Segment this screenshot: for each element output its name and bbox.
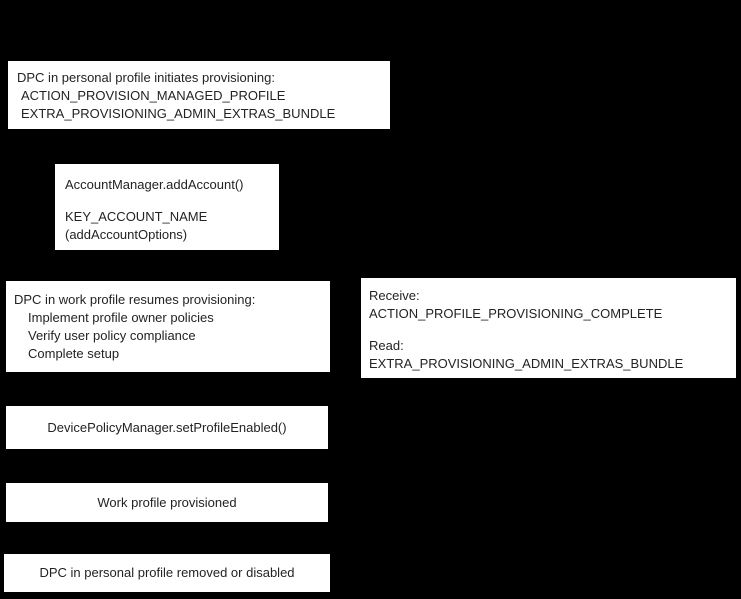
step-work-profile-provisioned	[6, 483, 328, 522]
substep-implement-profile-owner-policies: Implement profile owner policies	[28, 310, 214, 325]
step-title: DPC in personal profile initiates provisioning:	[17, 70, 275, 85]
constant-extra-provisioning-admin-extras-bundle: EXTRA_PROVISIONING_ADMIN_EXTRAS_BUNDLE	[21, 106, 336, 121]
step-title: DPC in work profile resumes provisioning:	[14, 292, 256, 307]
status-dpc-removed-or-disabled: DPC in personal profile removed or disabled	[39, 565, 295, 580]
label-receive: Receive:	[369, 288, 420, 303]
constant-action-profile-provisioning-complete: ACTION_PROFILE_PROVISIONING_COMPLETE	[369, 306, 663, 321]
constant-action-provision-managed-profile: ACTION_PROVISION_MANAGED_PROFILE	[21, 88, 286, 103]
step-account-manager-add-account	[55, 164, 279, 250]
substep-verify-user-policy-compliance: Verify user policy compliance	[28, 328, 196, 343]
api-call-set-profile-enabled: DevicePolicyManager.setProfileEnabled()	[47, 419, 287, 435]
step-set-profile-enabled	[6, 406, 328, 449]
status-work-profile-provisioned: Work profile provisioned	[97, 494, 237, 510]
label-read: Read:	[369, 338, 404, 353]
constant-extra-provisioning-admin-extras-bundle: EXTRA_PROVISIONING_ADMIN_EXTRAS_BUNDLE	[369, 356, 684, 371]
step-dpc-personal-removed-or-disabled	[4, 554, 330, 592]
param-add-account-options: (addAccountOptions)	[65, 227, 188, 242]
api-call-add-account: AccountManager.addAccount()	[65, 177, 244, 192]
step-dpc-work-resumes-provisioning	[6, 281, 330, 372]
step-dpc-personal-initiates-provisioning	[8, 61, 390, 129]
step-receive-provisioning-complete	[361, 278, 736, 378]
constant-key-account-name: KEY_ACCOUNT_NAME	[65, 209, 208, 224]
substep-complete-setup: Complete setup	[28, 346, 120, 361]
